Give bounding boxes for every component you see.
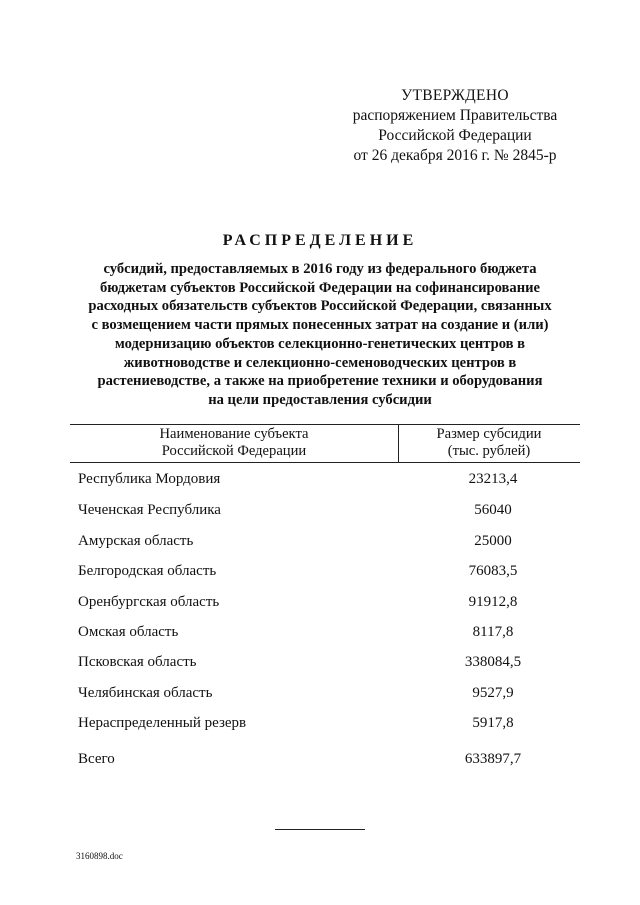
table-row [0, 594, 640, 616]
subtitle-line: растениеводстве, а также на приобретение техники и оборудования [97, 373, 543, 390]
header-size-line-1: Размер субсидии [436, 426, 542, 442]
approval-block [330, 86, 580, 166]
region-name: Псковская область [78, 654, 197, 670]
table-row [0, 563, 640, 585]
region-name: Республика Мордовия [78, 471, 221, 487]
total-value: 633897,7 [464, 751, 522, 767]
subtitle-line: бюджетам субъектов Российской Федерации на софинансирование [99, 279, 541, 296]
subtitle-line: субсидий, предоставляемых в 2016 году из федерального бюджета [103, 261, 537, 277]
region-name: Челябинская область [78, 685, 213, 701]
table-header-border [70, 462, 580, 463]
approval-title: УТВЕРЖДЕНО [401, 87, 509, 104]
header-name-line-1: Наименование субъекта [159, 426, 309, 442]
subsidy-value: 9527,9 [472, 685, 514, 701]
subtitle-line: с возмещением части прямых понесенных затрат на создание и (или) [91, 317, 549, 334]
table-row [0, 715, 640, 737]
table-top-border [70, 424, 580, 425]
subsidy-value: 338084,5 [464, 654, 522, 670]
subtitle-line: расходных обязательств субъектов Российской Федерации, связанных [88, 298, 552, 315]
region-name: Белгородская область [78, 563, 217, 579]
table-header-size [398, 426, 580, 459]
table-row [0, 624, 640, 646]
region-name: Омская область [78, 624, 179, 640]
document-code: 3160898.doc [76, 851, 123, 861]
table-row [0, 654, 640, 676]
subsidy-value: 23213,4 [468, 471, 518, 487]
approval-date-number: от 26 декабря 2016 г. № 2845-р [353, 147, 557, 164]
approval-line-3: Российской Федерации [378, 127, 532, 144]
subsidy-value: 76083,5 [468, 563, 518, 579]
region-name: Нераспределенный резерв [78, 715, 247, 731]
table-row [0, 685, 640, 707]
table-row [0, 533, 640, 555]
subtitle-line: животноводстве и селекционно-семеноводческих центров в [123, 354, 517, 371]
subtitle-line: модернизацию объектов селекционно-генетических центров в [114, 335, 526, 352]
total-label: Всего [78, 751, 115, 767]
region-name: Оренбургская область [78, 594, 220, 610]
table-total-row [0, 751, 640, 773]
table-row [0, 502, 640, 524]
subsidy-value: 8117,8 [472, 624, 514, 640]
subtitle-line: на цели предоставления субсидии [208, 391, 432, 408]
subsidy-value: 25000 [474, 533, 512, 549]
document-heading: РАСПРЕДЕЛЕНИЕ [222, 232, 418, 249]
subsidy-value: 91912,8 [468, 594, 518, 610]
header-size-line-2: (тыс. рублей) [447, 442, 531, 459]
region-name: Амурская область [78, 533, 194, 549]
subsidy-value: 5917,8 [472, 715, 514, 731]
approval-line-2: распоряжением Правительства [352, 107, 558, 124]
subsidy-value: 56040 [474, 502, 512, 518]
closing-line [275, 829, 365, 830]
table-header-name [70, 426, 398, 459]
header-name-line-2: Российской Федерации [161, 442, 307, 459]
region-name: Чеченская Республика [78, 502, 221, 518]
table-row [0, 471, 640, 493]
document-subtitle [72, 260, 568, 410]
